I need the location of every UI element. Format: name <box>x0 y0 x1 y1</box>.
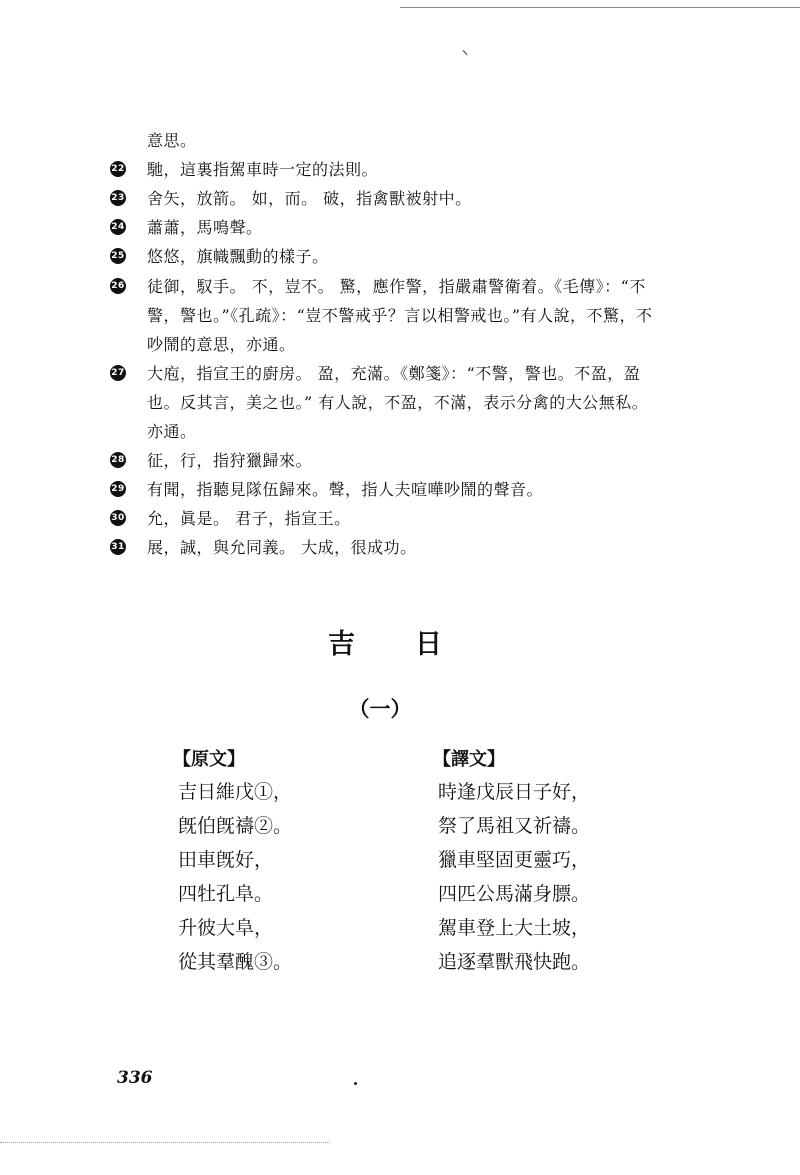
note-line <box>110 417 670 446</box>
note-line <box>110 272 670 301</box>
note-number-badge: 25 <box>110 248 126 264</box>
note-number-badge: 31 <box>110 539 126 555</box>
poem-title: 吉日 <box>328 629 502 660</box>
note-number-badge: 23 <box>110 190 126 206</box>
note-line <box>110 155 670 184</box>
note-text: 亦通。 <box>147 422 197 441</box>
page-number: 336 <box>117 1068 153 1088</box>
note-text: 征，行，指狩獵歸來。 <box>147 451 313 471</box>
note-number-badge: 22 <box>110 161 126 177</box>
note-text: 有聞，指聽見隊伍歸來。聲，指人夫喧嘩吵鬧的聲音。 <box>147 480 544 500</box>
note-number-badge: 28 <box>110 452 126 468</box>
translation-heading: 【譯文】 <box>433 749 505 770</box>
section-number: （一） <box>348 696 412 721</box>
speck <box>354 1082 357 1085</box>
translation-text <box>438 775 590 979</box>
scan-mark <box>463 47 471 55</box>
translation-line: 時逢戊辰日子好， <box>438 781 591 803</box>
original-heading: 【原文】 <box>173 749 245 770</box>
translation-line: 駕車登上大土坡， <box>438 917 591 939</box>
note-text: 馳，這裏指駕車時一定的法則。 <box>147 160 379 180</box>
note-text: 展，誠，與允同義。 大成，很成功。 <box>147 538 417 558</box>
note-text: 大庖，指宣王的廚房。 盈，充滿。《鄭箋》：“不警，警也。不盈，盈 <box>147 363 641 383</box>
note-text: 悠悠，旗幟飄動的樣子。 <box>147 247 329 267</box>
note-text: 徒御，馭手。 不，豈不。 驚，應作警，指嚴肅警衛着。《毛傳》：“不 <box>147 276 646 296</box>
original-line: 升彼大阜， <box>178 917 274 939</box>
note-number-badge: 29 <box>110 481 126 497</box>
note-number-badge: 27 <box>110 365 126 381</box>
note-number-badge: 24 <box>110 219 126 235</box>
note-line <box>110 242 670 271</box>
note-text: 舍矢，放箭。 如，而。 破，指禽獸被射中。 <box>147 189 472 209</box>
note-text: 吵鬧的意思，亦通。 <box>147 334 296 354</box>
note-text: 意思。 <box>147 131 197 150</box>
note-line <box>110 301 670 330</box>
note-line <box>110 213 670 242</box>
original-text <box>178 775 292 979</box>
note-line <box>110 359 670 388</box>
note-line <box>110 126 670 155</box>
note-line <box>110 330 670 359</box>
top-rule <box>400 7 800 8</box>
note-number-badge: 26 <box>110 278 126 294</box>
translation-line: 祭了馬祖又祈禱。 <box>438 815 591 837</box>
note-line <box>110 504 670 533</box>
note-text: 蕭蕭，馬鳴聲。 <box>147 218 263 238</box>
original-line: 吉日維戊①， <box>178 781 293 803</box>
original-line: 旣伯旣禱②。 <box>178 815 293 837</box>
note-text: 也。反其言，美之也。” 有人說，不盈，不滿，表示分禽的大公無私。 <box>147 392 649 412</box>
note-text: 允，眞是。 君子，指宣王。 <box>147 509 351 529</box>
note-line <box>110 475 670 504</box>
original-line: 田車旣好， <box>178 849 274 871</box>
note-line <box>110 446 670 475</box>
translation-line: 四匹公馬滿身膘。 <box>438 883 591 905</box>
original-line: 從其羣醜③。 <box>178 951 293 973</box>
note-line <box>110 533 670 562</box>
bottom-rule <box>0 1142 330 1143</box>
original-line: 四牡孔阜。 <box>178 883 274 905</box>
note-number-badge: 30 <box>110 510 126 526</box>
translation-line: 追逐羣獸飛快跑。 <box>438 951 591 973</box>
note-line <box>110 184 670 213</box>
note-text: 警，警也。”《孔疏》：“豈不警戒乎？言以相警戒也。”有人說，不驚，不 <box>147 305 653 325</box>
translation-line: 獵車堅固更靈巧， <box>438 849 591 871</box>
note-line <box>110 388 670 417</box>
